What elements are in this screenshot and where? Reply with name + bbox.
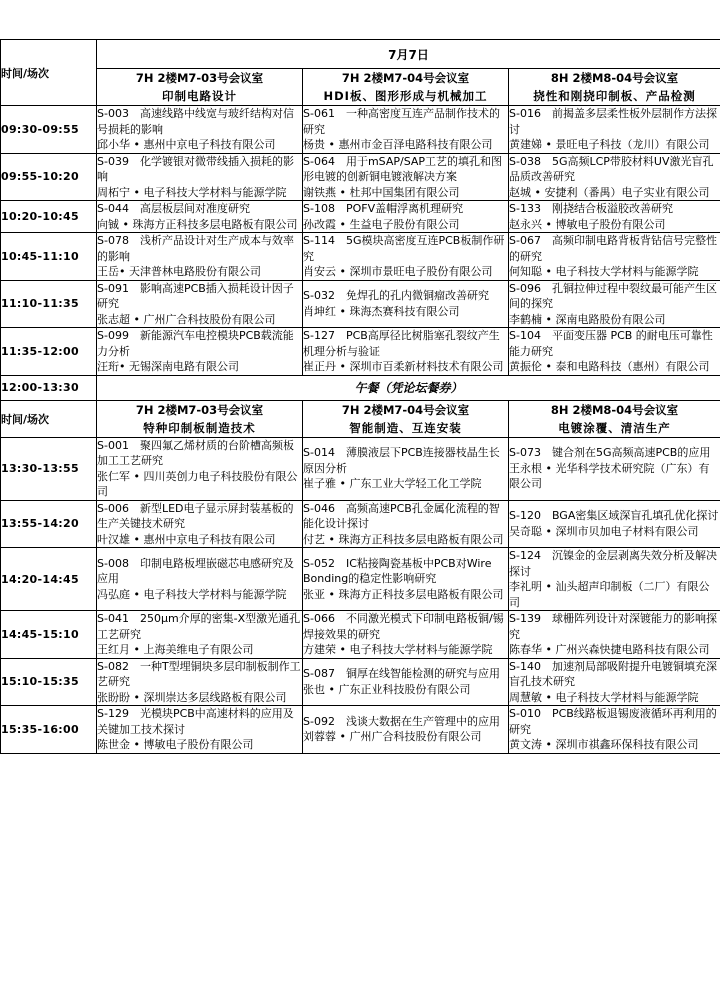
talk-title: S-096 孔铜拉伸过程中裂纹最可能产生区间的探究 xyxy=(509,281,717,310)
talk-speaker: 张仁军 • 四川英创力电子科技股份有限公司 xyxy=(97,469,298,498)
venue-header xyxy=(303,400,509,437)
talk-speaker: 肖坤红 • 珠海杰赛科技有限公司 xyxy=(303,304,460,318)
time-slot: 14:45-15:10 xyxy=(1,611,97,659)
talk-title: S-064 用于mSAP/SAP工艺的填孔和图形电镀的创新铜电镀液解决方案 xyxy=(303,154,503,183)
talk-title: S-129 光模块PCB中高速材料的应用及关键加工技术探讨 xyxy=(97,707,294,736)
talk-title: S-041 250μm介厚的密集-X型激光通孔工艺研究 xyxy=(97,612,301,641)
talk-title: S-073 键合剂在5G高频高速PCB的应用 xyxy=(509,446,711,460)
talk-title: S-114 5G模块高密度互连PCB板制作研究 xyxy=(303,234,505,263)
time-slot: 11:35-12:00 xyxy=(1,328,97,376)
talk-speaker: 黄建娣 • 景旺电子科技（龙川）有限公司 xyxy=(509,138,710,151)
talk-speaker: 周慧敏 • 电子科技大学材料与能源学院 xyxy=(509,690,699,704)
session-row xyxy=(1,201,720,233)
venue-topic: 特种印制板制造技术 xyxy=(143,420,256,435)
venue-topic: 印制电路设计 xyxy=(162,89,237,103)
talk-title: S-078 浅析产品设计对生产成本与效率的影响 xyxy=(97,234,294,263)
session-cell xyxy=(303,437,509,500)
session-cell xyxy=(97,280,303,328)
talk-title: S-039 化学镀银对微带线插入损耗的影响 xyxy=(97,154,294,183)
talk-title: S-139 球栅阵列设计对深镀能力的影响探究 xyxy=(509,612,717,641)
session-cell xyxy=(509,201,720,233)
talk-title: S-061 一种高密度互连产品制作技术的研究 xyxy=(303,107,500,136)
talk-title: S-087 铜厚在线智能检测的研究与应用 xyxy=(303,667,500,681)
talk-speaker: 张志超 • 广州广合科技股份有限公司 xyxy=(97,312,276,326)
session-cell xyxy=(303,706,509,754)
talk-speaker: 肖安云 • 深圳市景旺电子股份有限公司 xyxy=(303,265,493,278)
talk-speaker: 李鹤楠 • 深南电路股份有限公司 xyxy=(509,312,666,326)
session-row xyxy=(1,153,720,201)
session-cell xyxy=(97,658,303,706)
venue-room: 7H 2楼M7-04号会议室 xyxy=(341,71,470,85)
session-row xyxy=(1,611,720,659)
session-cell xyxy=(303,106,509,154)
talk-speaker: 陈春华 • 广州兴森快捷电路科技有限公司 xyxy=(509,643,710,656)
talk-title: S-133 刚挠结合板溢胶改善研究 xyxy=(509,202,673,215)
session-cell xyxy=(303,611,509,659)
session-cell xyxy=(509,153,720,201)
session-cell xyxy=(303,328,509,376)
session-cell xyxy=(303,153,509,201)
session-cell xyxy=(303,548,509,611)
venue-header xyxy=(509,69,720,106)
talk-speaker: 谢铁燕 • 杜邦中国集团有限公司 xyxy=(303,185,460,199)
venue-room: 7H 2楼M7-03号会议室 xyxy=(135,402,264,417)
talk-title: S-092 浅谈大数据在生产管理中的应用 xyxy=(303,714,500,728)
time-slot: 11:10-11:35 xyxy=(1,280,97,328)
session-cell xyxy=(509,280,720,328)
session-cell xyxy=(97,233,303,281)
date-header: 7月7日 xyxy=(97,40,720,69)
venue-header xyxy=(97,400,303,437)
session-cell xyxy=(303,233,509,281)
session-cell xyxy=(97,328,303,376)
session-cell xyxy=(509,500,720,548)
talk-speaker: 李礼明 • 汕头超声印制板（二厂）有限公司 xyxy=(509,580,710,609)
session-cell xyxy=(509,611,720,659)
session-cell xyxy=(97,201,303,233)
talk-title: S-016 前揭盖多层柔性板外层制作方法探讨 xyxy=(509,107,717,136)
talk-title: S-120 BGA密集区域深盲孔填孔优化探讨 xyxy=(509,509,719,523)
session-cell xyxy=(509,548,720,611)
talk-speaker: 赵城 • 安捷利（番禺）电子实业有限公司 xyxy=(509,185,710,199)
session-row xyxy=(1,106,720,154)
venue-topic: 电镀涂覆、清洁生产 xyxy=(558,420,671,435)
talk-speaker: 邱小华 • 惠州中京电子科技有限公司 xyxy=(97,138,276,151)
session-cell xyxy=(509,233,720,281)
talk-speaker: 方建荣 • 电子科技大学材料与能源学院 xyxy=(303,643,493,656)
venue-topic: 挠性和刚挠印制板、产品检测 xyxy=(533,89,696,103)
talk-speaker: 吴奇聪 • 深圳市贝加电子材料有限公司 xyxy=(509,524,699,538)
talk-title: S-044 高层板层间对准度研究 xyxy=(97,202,250,215)
time-header: 时间/场次 xyxy=(1,40,97,106)
time-slot: 13:55-14:20 xyxy=(1,500,97,548)
time-slot: 14:20-14:45 xyxy=(1,548,97,611)
venue-room: 8H 2楼M8-04号会议室 xyxy=(550,402,679,417)
session-cell xyxy=(97,611,303,659)
talk-title: S-032 免焊孔的孔内微铜瘤改善研究 xyxy=(303,289,489,303)
session-cell xyxy=(509,706,720,754)
talk-title: S-052 IC粘接陶瓷基板中PCB对Wire Bonding的稳定性影响研究 xyxy=(303,556,492,586)
venue-header xyxy=(97,69,303,106)
talk-speaker: 叶汉雄 • 惠州中京电子科技有限公司 xyxy=(97,532,276,546)
talk-speaker: 黄文涛 • 深圳市祺鑫环保科技有限公司 xyxy=(509,738,699,751)
session-row xyxy=(1,437,720,500)
talk-title: S-010 PCB线路板退锡废液循环再利用的研究 xyxy=(509,707,717,736)
session-cell xyxy=(509,328,720,376)
talk-title: S-067 高频印制电路背板背钻信号完整性的研究 xyxy=(509,234,717,263)
session-row xyxy=(1,706,720,754)
talk-speaker: 杨贵 • 惠州市金百泽电路科技有限公司 xyxy=(303,138,493,151)
time-slot: 09:55-10:20 xyxy=(1,153,97,201)
talk-speaker: 陈世金 • 博敏电子股份有限公司 xyxy=(97,738,254,751)
talk-title: S-006 新型LED电子显示屏封装基板的生产关键技术研究 xyxy=(97,501,294,530)
talk-speaker: 冯弘庭 • 电子科技大学材料与能源学院 xyxy=(97,587,287,601)
venue-topic: 智能制造、互连安装 xyxy=(349,420,462,435)
talk-speaker: 崔正丹 • 深圳市百柔新材料技术有限公司 xyxy=(303,360,504,373)
session-cell xyxy=(97,153,303,201)
session-cell xyxy=(509,437,720,500)
talk-title: S-127 PCB高厚径比树脂塞孔裂纹产生机理分析与验证 xyxy=(303,329,500,358)
talk-speaker: 刘蓉蓉 • 广州广合科技股份有限公司 xyxy=(303,730,482,744)
talk-speaker: 周柘宁 • 电子科技大学材料与能源学院 xyxy=(97,185,287,199)
talk-speaker: 何知聪 • 电子科技大学材料与能源学院 xyxy=(509,265,699,278)
session-row xyxy=(1,328,720,376)
talk-speaker: 向铖 • 珠海方正科技多层电路板有限公司 xyxy=(97,217,298,231)
talk-title: S-046 高频高速PCB孔金属化流程的智能化设计探讨 xyxy=(303,501,500,530)
talk-title: S-003 高速线路中线宽与玻纤结构对信号损耗的影响 xyxy=(97,107,294,136)
talk-speaker: 汪珩• 无锡深南电路有限公司 xyxy=(97,360,239,373)
venue-header xyxy=(303,69,509,106)
time-slot: 15:35-16:00 xyxy=(1,706,97,754)
venue-room: 7H 2楼M7-04号会议室 xyxy=(341,402,470,417)
talk-speaker: 王永根 • 光华科学技术研究院（广东）有限公司 xyxy=(509,461,710,491)
talk-title: S-091 影响高速PCB插入损耗设计因子研究 xyxy=(97,281,294,310)
talk-speaker: 王红月 • 上海美维电子有限公司 xyxy=(97,643,254,656)
venue-room: 8H 2楼M8-04号会议室 xyxy=(550,71,679,85)
schedule-table xyxy=(0,39,720,754)
session-cell xyxy=(97,106,303,154)
talk-speaker: 崔子雅 • 广东工业大学轻工化工学院 xyxy=(303,477,482,491)
talk-speaker: 黄振伦 • 泰和电路科技（惠州）有限公司 xyxy=(509,360,710,373)
lunch-time: 12:00-13:30 xyxy=(1,375,97,400)
talk-title: S-140 加速剂局部吸附提升电镀铜填充深盲孔技术研究 xyxy=(509,659,717,688)
talk-speaker: 孙改霞 • 生益电子股份有限公司 xyxy=(303,217,460,231)
venue-header xyxy=(509,400,720,437)
time-slot: 09:30-09:55 xyxy=(1,106,97,154)
talk-title: S-082 一种T型埋铜块多层印制板制作工艺研究 xyxy=(97,659,301,688)
talk-title: S-099 新能源汽车电控模块PCB载流能力分析 xyxy=(97,329,294,358)
session-cell xyxy=(97,706,303,754)
session-cell xyxy=(303,658,509,706)
talk-speaker: 张也 • 广东正业科技股份有限公司 xyxy=(303,682,471,696)
talk-speaker: 张盼盼 • 深圳崇达多层线路板有限公司 xyxy=(97,690,287,704)
session-cell xyxy=(509,106,720,154)
session-row xyxy=(1,658,720,706)
session-cell xyxy=(303,280,509,328)
time-header: 时间/场次 xyxy=(1,400,97,437)
session-cell xyxy=(97,500,303,548)
session-cell xyxy=(303,201,509,233)
session-cell xyxy=(97,437,303,500)
talk-title: S-124 沉镍金的金层剥离失效分析及解决探讨 xyxy=(509,549,717,578)
time-slot: 10:20-10:45 xyxy=(1,201,97,233)
venue-room: 7H 2楼M7-03号会议室 xyxy=(135,71,264,85)
session-row xyxy=(1,500,720,548)
session-cell xyxy=(509,658,720,706)
session-row xyxy=(1,548,720,611)
talk-title: S-066 不同激光模式下印制电路板铜/锡焊接效果的研究 xyxy=(303,612,504,641)
time-slot: 15:10-15:35 xyxy=(1,658,97,706)
talk-title: S-108 POFV盖帽浮离机理研究 xyxy=(303,202,464,215)
time-slot: 10:45-11:10 xyxy=(1,233,97,281)
talk-title: S-001 聚四氟乙烯材质的台阶槽高频板加工工艺研究 xyxy=(97,438,294,467)
session-cell xyxy=(303,500,509,548)
talk-speaker: 付艺 • 珠海方正科技多层电路板有限公司 xyxy=(303,532,504,546)
talk-speaker: 张亚 • 珠海方正科技多层电路板有限公司 xyxy=(303,587,504,601)
venue-topic: HDI板、图形形成与机械加工 xyxy=(323,89,488,103)
talk-title: S-104 平面变压器 PCB 的耐电压可靠性能力研究 xyxy=(509,329,713,358)
talk-speaker: 王岳• 天津普林电路股份有限公司 xyxy=(97,265,261,278)
talk-title: S-008 印制电路板埋嵌磁芯电感研究及应用 xyxy=(97,556,294,586)
lunch-label: 午餐（凭论坛餐券） xyxy=(97,375,720,400)
time-slot: 13:30-13:55 xyxy=(1,437,97,500)
session-row xyxy=(1,280,720,328)
session-cell xyxy=(97,548,303,611)
talk-title: S-038 5G高频LCP带胶材料UV激光盲孔品质改善研究 xyxy=(509,154,714,183)
session-row xyxy=(1,233,720,281)
talk-title: S-014 薄膜液层下PCB连接器枝晶生长原因分析 xyxy=(303,446,500,475)
talk-speaker: 赵永兴 • 博敏电子股份有限公司 xyxy=(509,217,666,231)
